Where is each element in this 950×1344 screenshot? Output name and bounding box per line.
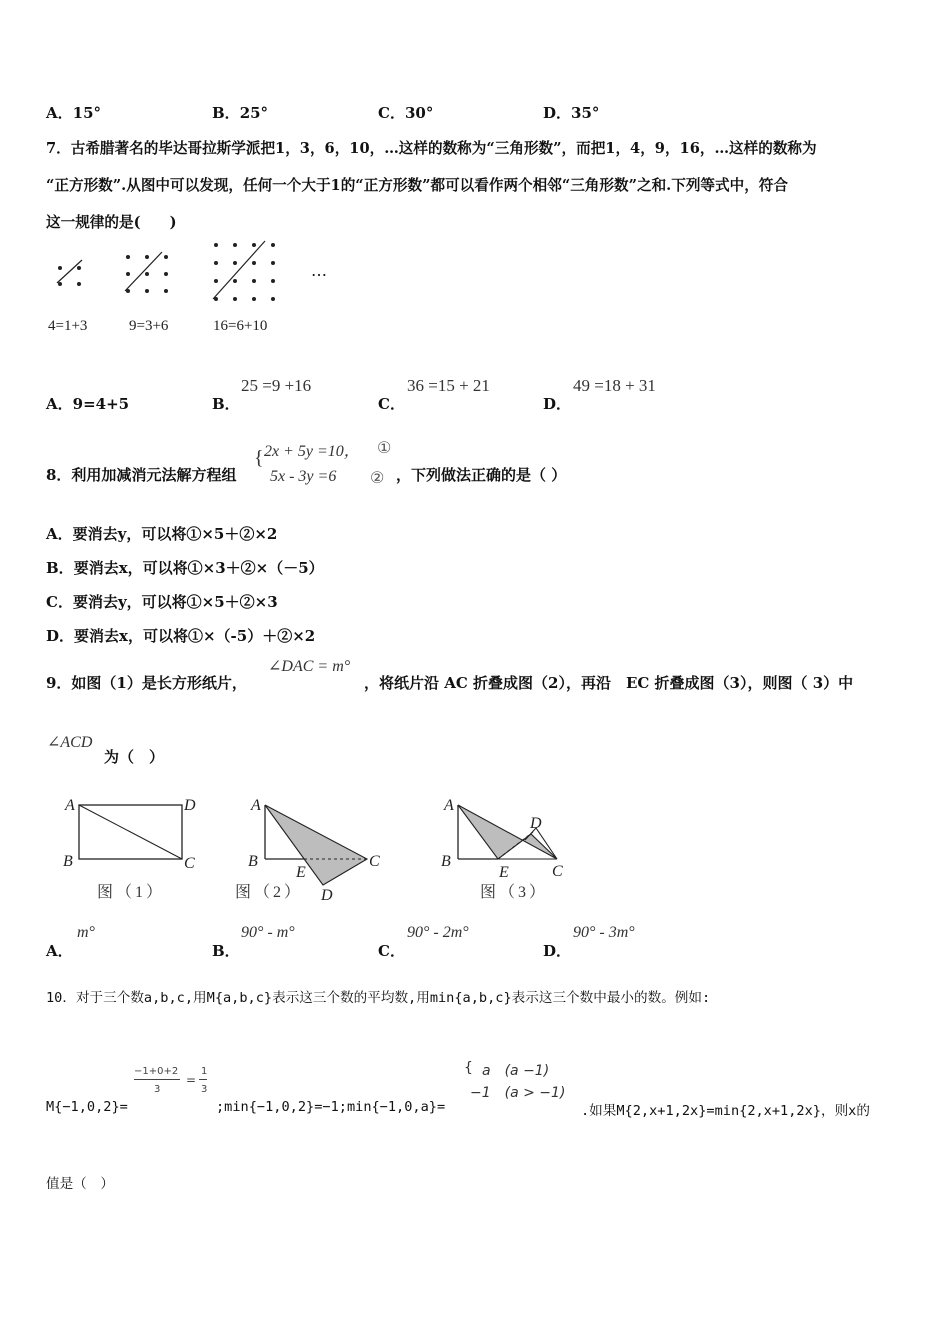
q6-option-b-text: 25° xyxy=(239,104,269,122)
q9-option-b-label: B． xyxy=(212,942,240,960)
q8-option-a xyxy=(46,523,277,544)
q10-stem-line3: 值是（ ） xyxy=(46,1176,114,1192)
q7-option-c-text: 36 =15 + 21 xyxy=(407,376,490,395)
q9-figures xyxy=(55,790,595,910)
fig2-caption: 图（2） xyxy=(235,884,304,901)
q9-option-b-text: 90° - m° xyxy=(241,924,295,941)
q10-frac-eq: = xyxy=(186,1073,197,1087)
dot-group-4-divider xyxy=(57,260,82,283)
q7-option-b-text: 25 =9 +16 xyxy=(241,376,312,395)
q6-option-a-text: 15° xyxy=(72,104,102,122)
q6-option-a-label: A． xyxy=(46,104,73,122)
q6-option-b-label: B． xyxy=(212,104,240,122)
q8-eq2-mark: ② xyxy=(370,468,385,487)
q9-option-a-label: A． xyxy=(46,942,73,960)
fig3-shaded-region xyxy=(458,805,557,859)
q9-option-d-text: 90° - 3m° xyxy=(573,924,635,941)
fig3-label-c: C xyxy=(552,863,563,880)
q6-option-c-text: 30° xyxy=(404,104,434,122)
dot-group-4 xyxy=(58,266,81,286)
q7-option-a xyxy=(46,393,129,414)
q7-stem-line3: 这一规律的是( ) xyxy=(46,214,177,231)
q10-frac2-bar xyxy=(199,1079,207,1080)
q10-frac-den: 3 xyxy=(154,1084,161,1095)
q8-eq1-mark: ① xyxy=(377,438,392,457)
q9-stem-prefix: 9．如图（1）是长方形纸片， xyxy=(46,674,247,692)
q9-fig1 xyxy=(63,797,196,901)
q10-frac-num: −1+0+2 xyxy=(134,1066,179,1077)
q6-option-c xyxy=(378,102,433,123)
q10-piecewise-case2: −1 (a > −1) xyxy=(470,1085,566,1101)
q7-dots-ellipsis: … xyxy=(311,261,327,280)
fig2-folded-triangle xyxy=(265,805,367,885)
q7-option-c-label: C． xyxy=(378,395,405,413)
fig3-label-a: A xyxy=(444,797,454,814)
q7-dot-figure xyxy=(40,235,360,345)
fig2-label-a: A xyxy=(251,797,261,814)
q7-option-d-text: 49 =18 + 31 xyxy=(573,376,656,395)
q8-option-d-label: D． xyxy=(46,627,75,645)
q7-caption-4: 4=1+3 xyxy=(48,318,88,334)
q9-line2-expr: ∠ACD xyxy=(47,734,93,751)
q9-option-c-label: C． xyxy=(378,942,405,960)
q9-option-a-text: m° xyxy=(77,924,95,941)
q8-brace: { xyxy=(254,447,264,469)
q8-stem-suffix: ，下列做法正确的是（ ） xyxy=(396,466,567,484)
fig1-label-d: D xyxy=(184,797,196,814)
fig3-caption: 图（3） xyxy=(480,884,549,901)
dot-group-16-divider xyxy=(213,241,265,299)
q8-option-b-label: B． xyxy=(46,559,74,577)
q10-stem-line1: 10．对于三个数a,b,c,用M{a,b,c}表示这三个数的平均数,用min{a,b,c}表示这三个数中最小的数。例如: xyxy=(46,990,711,1006)
q7-caption-9: 9=3+6 xyxy=(129,318,169,334)
q7-option-b-label: B． xyxy=(212,395,240,413)
q10-suffix: .如果M{2,x+1,2x}=min{2,x+1,2x}，则x的 xyxy=(581,1103,870,1119)
q10-frac2-num: 1 xyxy=(201,1066,208,1077)
fig1-diagonal xyxy=(79,805,182,859)
dot-group-9 xyxy=(126,255,168,293)
q8-eq1: 2x + 5y =10， xyxy=(264,443,360,460)
q9-option-c-text: 90° - 2m° xyxy=(407,924,469,941)
q6-option-b xyxy=(212,102,268,123)
q10-fraction xyxy=(134,1066,214,1100)
q10-m-prefix: M{−1,0,2}= xyxy=(46,1099,128,1115)
q8-option-c-text: 要消去y，可以将①×5＋②×3 xyxy=(72,593,278,611)
fig2-label-e: E xyxy=(296,864,306,881)
q7-option-d-label: D． xyxy=(543,395,572,413)
q8-option-c xyxy=(46,591,278,612)
fig2-label-d: D xyxy=(321,887,333,904)
q6-option-d-text: 35° xyxy=(571,104,600,122)
q7-caption-16: 16=6+10 xyxy=(213,318,268,334)
fig3-label-d: D xyxy=(530,815,542,832)
q6-option-d xyxy=(543,102,599,123)
q7-stem-line1: 7．古希腊著名的毕达哥拉斯学派把1，3，6，10，…这样的数称为“三角形数”，而把1，4，9，16，…这样的数称为 xyxy=(46,140,817,157)
dot-group-9-divider xyxy=(125,252,162,291)
q8-stem-prefix: 8．利用加减消元法解方程组 xyxy=(46,466,237,484)
q10-piecewise-brace-top: { xyxy=(464,1060,473,1076)
fig1-label-a: A xyxy=(65,797,75,814)
q7-option-a-text: 9=4+5 xyxy=(72,395,130,413)
q10-frac2-den: 3 xyxy=(201,1084,208,1095)
q8-option-d-text: 要消去x，可以将①×（-5）＋②×2 xyxy=(74,627,316,645)
fig2-label-b: B xyxy=(248,853,258,870)
q10-frac-bar xyxy=(134,1079,180,1080)
q10-mid-text: ;min{−1,0,2}=−1;min{−1,0,a}= xyxy=(216,1099,446,1115)
q8-option-a-text: 要消去y，可以将①×5＋②×2 xyxy=(72,525,278,543)
q9-fig3 xyxy=(441,797,563,901)
fig1-caption: 图（1） xyxy=(97,884,166,901)
q8-option-a-label: A． xyxy=(46,525,73,543)
q9-option-d-label: D． xyxy=(543,942,572,960)
q8-option-b-text: 要消去x，可以将①×3＋②×（－5） xyxy=(73,559,324,577)
q8-option-c-label: C． xyxy=(46,593,73,611)
fig1-label-c: C xyxy=(184,855,195,872)
q9-stem-suffix: ，将纸片沿 AC 折叠成图（2），再沿 EC 折叠成图（3），则图（ 3）中 xyxy=(364,674,854,692)
fig3-label-e: E xyxy=(499,864,509,881)
q6-option-a xyxy=(46,102,101,123)
q7-option-a-label: A． xyxy=(46,395,73,413)
q8-option-b xyxy=(46,557,324,578)
q8-option-d xyxy=(46,625,315,646)
q8-eq2: 5x - 3y =6 xyxy=(270,468,337,485)
q10-piecewise-case1: a (a −1) xyxy=(482,1063,550,1079)
dot-group-16 xyxy=(214,243,275,301)
fig2-label-c: C xyxy=(369,853,380,870)
fig1-label-b: B xyxy=(63,853,73,870)
q9-fig2 xyxy=(235,797,380,904)
q6-option-c-label: C． xyxy=(378,104,405,122)
fig3-label-b: B xyxy=(441,853,451,870)
q7-stem-line2: “正方形数”.从图中可以发现，任何一个大于1的“正方形数”都可以看作两个相邻“三角形数”之和.下列等式中，符合 xyxy=(46,177,788,194)
q9-line2-suffix: 为（ ） xyxy=(104,748,165,766)
q10-piecewise xyxy=(464,1058,574,1104)
q6-option-d-label: D． xyxy=(543,104,572,122)
q9-angle-expr: ∠DAC = m° xyxy=(268,658,351,675)
